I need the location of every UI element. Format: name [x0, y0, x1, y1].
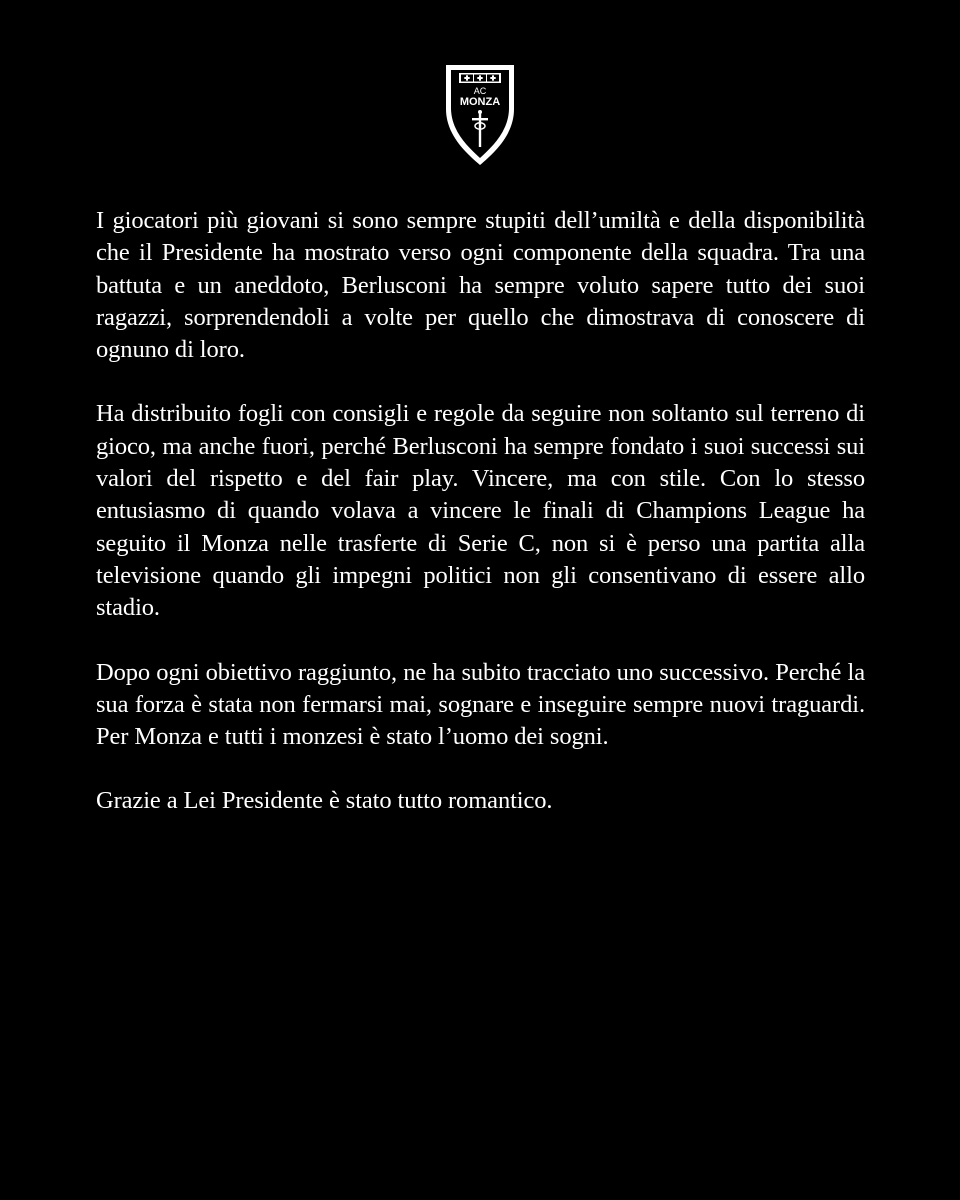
paragraph-3: Dopo ogni obiettivo raggiunto, ne ha subito tracciato uno successivo. Perché la sua forza è stata non fermarsi mai, sognare e inseguire sempre nuovi traguardi. Per Monza e tutti i monzesi è stato l’uomo dei sogni. — [96, 658, 865, 751]
ac-monza-crest-logo — [442, 63, 518, 167]
statement-body — [96, 205, 865, 850]
paragraph-2: Ha distribuito fogli con consigli e regole da seguire non soltanto sul terreno di gioco, ma anche fuori, perché Berlusconi ha sempre fondato i suoi successi sui valori del rispetto e del fair play. Vincere, ma con stile. Con lo stesso entusiasmo di quando volava a vincere le finali di Champions League ha seguito il Monza nelle trasferte di Serie C, non si è perso una partita alla televisione quando gli impegni politici non gli consentivano di essere allo stadio. — [96, 400, 865, 622]
paragraph-4: Grazie a Lei Presidente è stato tutto romantico. — [96, 787, 553, 815]
crest-text-monza: MONZA — [459, 96, 501, 108]
crest-text-ac: AC — [473, 86, 487, 96]
shield-icon — [442, 63, 518, 167]
paragraph-1: I giocatori più giovani si sono sempre stupiti dell’umiltà e della disponibilità che il Presidente ha mostrato verso ogni componente della squadra. Tra una battuta e un aneddoto, Berlusconi ha sempre voluto sapere tutto dei suoi ragazzi, sorprendendoli a volte per quello che dimostrava di conoscere di ognuno di loro. — [96, 207, 865, 364]
